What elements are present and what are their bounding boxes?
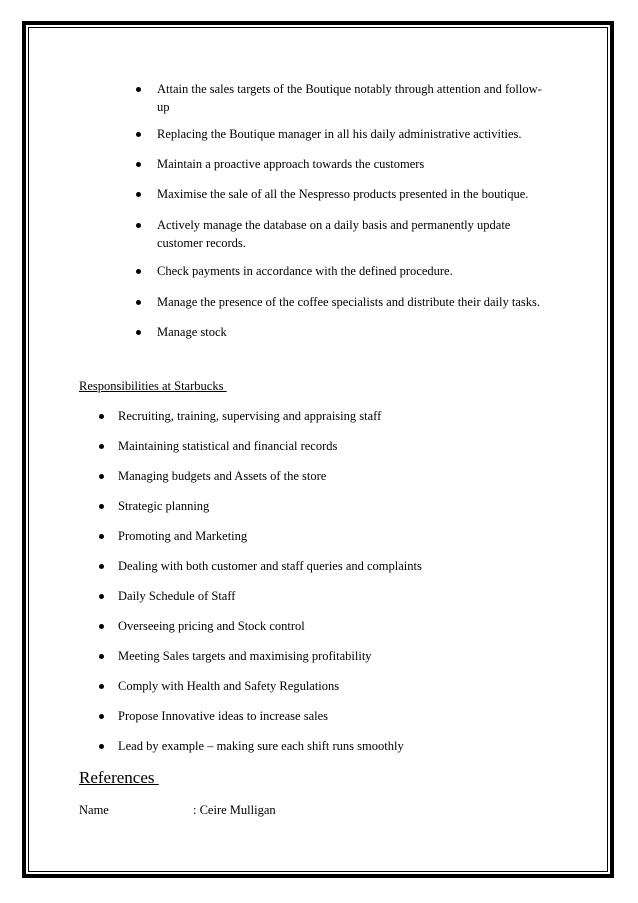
section-heading-references: References xyxy=(79,768,159,787)
list-item-continuation: up xyxy=(157,100,170,114)
list-item: Meeting Sales targets and maximising profitability xyxy=(118,649,372,663)
list-item-continuation: customer records. xyxy=(157,236,246,250)
list-item: Maintaining statistical and financial records xyxy=(118,439,338,453)
list-item: Managing budgets and Assets of the store xyxy=(118,469,327,483)
list-item: Maintain a proactive approach towards the customers xyxy=(157,157,425,171)
list-item: Overseeing pricing and Stock control xyxy=(118,619,305,633)
list-item: Attain the sales targets of the Boutique notably through attention and follow- xyxy=(157,82,542,96)
list-item: Manage stock xyxy=(157,325,227,339)
list-item: Dealing with both customer and staff queries and complaints xyxy=(118,559,422,573)
list-item: Replacing the Boutique manager in all his daily administrative activities. xyxy=(157,127,522,141)
list-item: Recruiting, training, supervising and appraising staff xyxy=(118,409,382,423)
list-item: Lead by example – making sure each shift runs smoothly xyxy=(118,739,404,753)
list-item: Daily Schedule of Staff xyxy=(118,589,236,603)
reference-name-label: Name xyxy=(79,803,109,817)
section-heading-starbucks: Responsibilities at Starbucks xyxy=(79,379,227,393)
list-item: Check payments in accordance with the defined procedure. xyxy=(157,264,453,278)
reference-name-value: : Ceire Mulligan xyxy=(193,803,276,817)
list-item: Actively manage the database on a daily basis and permanently update xyxy=(157,218,511,232)
list-item: Maximise the sale of all the Nespresso products presented in the boutique. xyxy=(157,187,529,201)
list-item: Propose Innovative ideas to increase sales xyxy=(118,709,329,723)
list-item: Promoting and Marketing xyxy=(118,529,248,543)
list-item: Strategic planning xyxy=(118,499,210,513)
list-item: Comply with Health and Safety Regulations xyxy=(118,679,340,693)
list-item: Manage the presence of the coffee specialists and distribute their daily tasks. xyxy=(157,295,540,309)
